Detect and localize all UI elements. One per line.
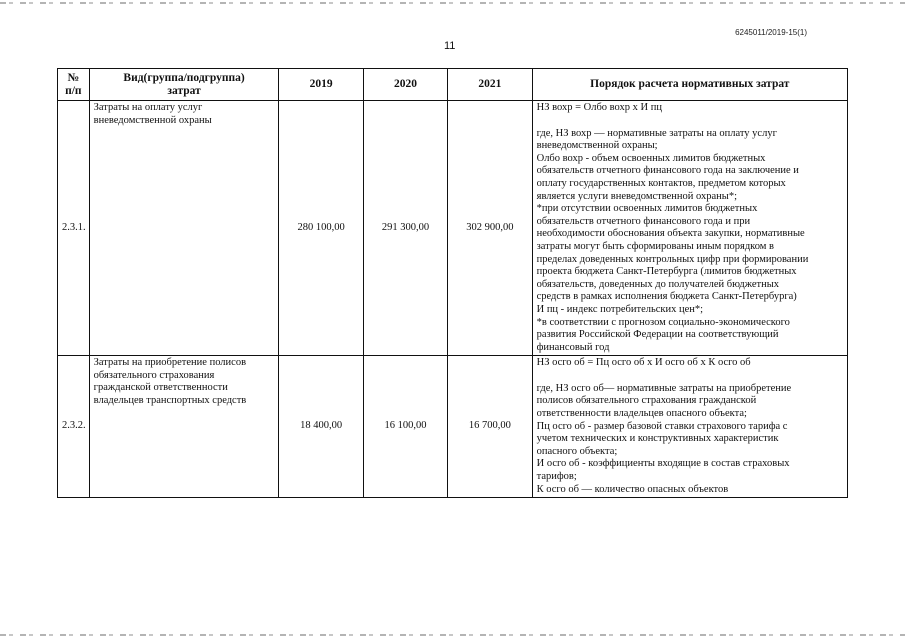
header-2019: 2019 [279,69,363,101]
method-line: Пц осго об - размер базовой ставки страхового тарифа с [536,420,788,432]
method-line: пределах доведенных контрольных цифр при формировании [536,253,809,265]
cost-type-line: Затраты на приобретение полисов [93,357,247,369]
method-line: опасного объекта; [536,445,618,457]
table-row [58,101,848,356]
scan-edge-top [0,2,905,4]
method-line: проекта бюджета Санкт-Петербурга (лимитов бюджетных [536,266,797,278]
row-cost-type [89,356,279,498]
calculation-method [532,101,847,356]
method-line: *в соответствии с прогнозом социально-экономического [536,316,790,328]
page-number: 11 [444,40,456,52]
header-cost-type-line-1: Вид(группа/подгруппа) [123,71,245,84]
formula: НЗ вохр = Олбо вохр х И пц [536,102,662,113]
header-2021: 2021 [448,69,532,101]
method-line: И осго об - коэффициенты входящие в состав страховых [536,458,790,470]
header-cost-type [89,69,279,101]
method-line: Олбо вохр - объем освоенных лимитов бюджетных [536,152,766,164]
calculation-method [532,356,847,498]
amount-2021: 302 900,00 [448,101,532,356]
cost-table [57,68,848,498]
method-line: где, НЗ осго об— нормативные затраты на приобретение [536,382,792,394]
method-line: где, НЗ вохр — нормативные затраты на оплату услуг [536,127,777,139]
header-calculation-method: Порядок расчета нормативных затрат [532,69,847,101]
method-line: необходимости обоснования объекта закупки, нормативные [536,228,805,240]
formula: НЗ осго об = Пц осго об х И осго об х К осго об [536,357,751,369]
method-line: финансовый год [536,341,610,353]
cost-type-line: Затраты на оплату услуг [93,102,203,113]
spacer [537,115,843,128]
amount-2020: 16 100,00 [363,356,447,498]
header-number-line-2: п/п [65,84,82,97]
method-line: вневедомственной охраны; [536,140,658,152]
row-number: 2.3.2. [58,356,90,498]
method-line: обязательств отчетного финансового года на заключение и [536,165,799,177]
method-line: средств в рамках исполнения бюджета Санкт-Петербурга) [536,291,797,303]
method-line: ответственности владельцев опасного объекта; [536,408,747,420]
method-line: является услуги вневедомственной охраны*; [536,190,737,202]
header-number-line-1: № [67,71,80,84]
header-2020: 2020 [363,69,447,101]
method-line: полисов обязательного страхования гражданской [536,395,757,407]
amount-2021: 16 700,00 [448,356,532,498]
method-line: тарифов; [536,471,577,483]
cost-type-line: вневедомственной охраны [93,114,212,126]
row-number: 2.3.1. [58,101,90,356]
spacer [537,370,843,383]
table-row [58,356,848,498]
cost-type-line: обязательного страхования [93,369,215,381]
method-line: затраты могут быть сформированы иным порядком в [536,240,775,252]
method-line: учетом технических и конструктивных характеристик [536,433,779,445]
method-line: развития Российской Федерации на соответствующий [536,329,779,341]
scan-edge-bottom [0,634,905,636]
method-line: обязательств, доведенных до получателей бюджетных [536,278,780,290]
method-line: оплату государственных контактов, предметом которых [536,177,786,189]
cost-type-line: гражданской ответственности [93,382,228,394]
header-cost-type-line-2: затрат [167,84,201,97]
cost-type-line: владельцев транспортных средств [93,395,247,407]
amount-2020: 291 300,00 [363,101,447,356]
method-line: К осго об — количество опасных объектов [536,483,729,495]
method-line: *при отсутствии освоенных лимитов бюджетных [536,203,758,215]
document-code: 6245011/2019-15(1) [735,28,807,37]
table-header-row [58,69,848,101]
method-line: обязательств отчетного финансового года и при [536,215,751,227]
method-line: И пц - индекс потребительских цен*; [536,303,704,315]
amount-2019: 18 400,00 [279,356,363,498]
amount-2019: 280 100,00 [279,101,363,356]
header-number [58,69,90,101]
row-cost-type [89,101,279,356]
